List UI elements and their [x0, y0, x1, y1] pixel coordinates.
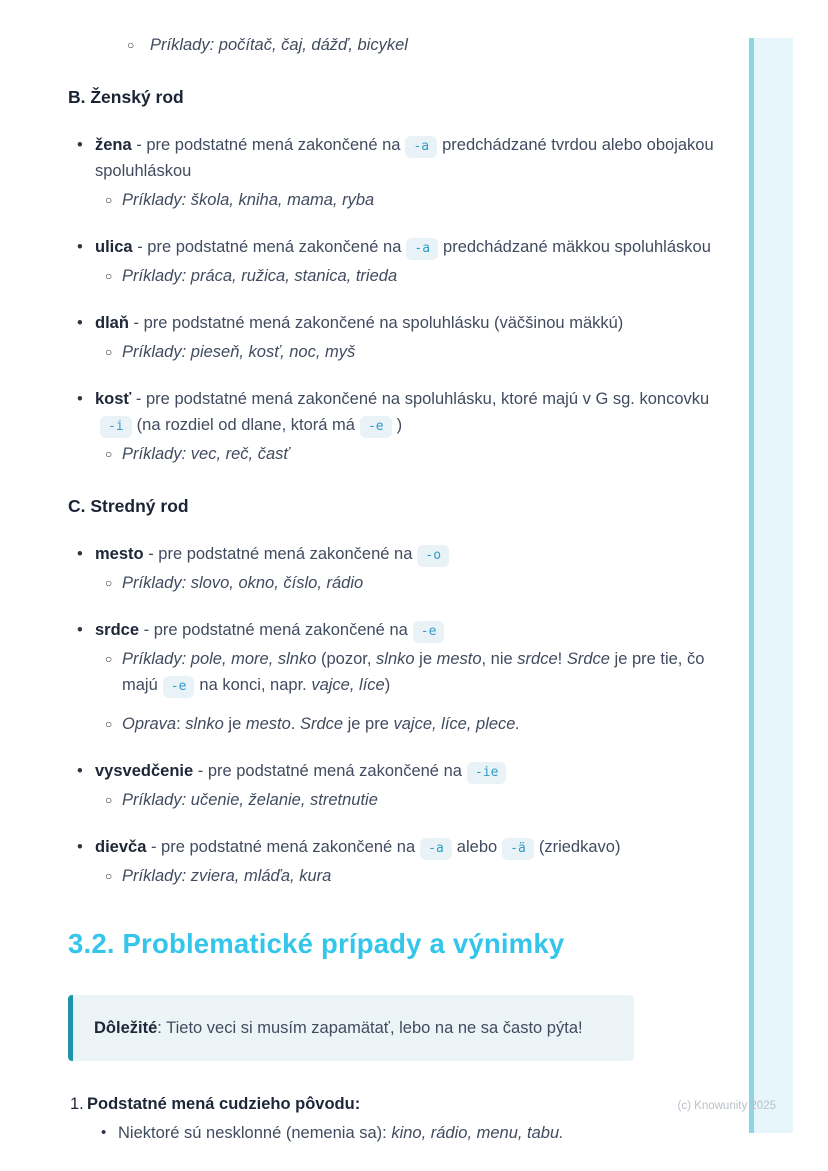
list-item-text [95, 310, 732, 336]
sub-bullet-icon: ○ [105, 652, 113, 666]
copyright-label: (c) Knowunity 2025 [677, 1100, 776, 1112]
text-segment: na konci, napr. [199, 676, 312, 694]
text-segment: - pre podstatné mená zakončené na [139, 621, 408, 639]
text-segment: žena [95, 136, 132, 154]
sub-bullet-icon: ○ [105, 193, 113, 207]
list-item-text [95, 541, 732, 567]
text-segment: kosť [95, 390, 132, 408]
ending-badge: -i [100, 416, 132, 438]
list-item-text [95, 758, 732, 784]
sub-bullet-icon: ○ [127, 38, 135, 52]
text-segment: - pre podstatné mená zakončené na [143, 545, 413, 563]
text-segment: ulica [95, 238, 133, 256]
bullet-icon: • [77, 390, 83, 408]
list-item-main-line [68, 834, 732, 860]
text-segment: Príklady: pieseň, kosť, noc, myš [122, 343, 356, 361]
ending-badge: -ä [502, 838, 534, 860]
text-segment: - pre podstatné mená zakončené na [193, 762, 462, 780]
text-segment: Príklady: učenie, želanie, stretnutie [122, 791, 378, 809]
section-heading: B. Ženský rod [68, 87, 184, 107]
example-text [122, 711, 732, 737]
text-segment: predchádzané mäkkou spoluhláskou [443, 238, 711, 256]
example-line [68, 1120, 732, 1146]
text-segment: je pre tie, čo majú [122, 650, 705, 694]
list-item-text [95, 234, 732, 260]
text-segment: - pre podstatné mená zakončené na spoluhlásku (väčšinou mäkkú) [128, 314, 624, 332]
bullet-icon: • [77, 238, 83, 256]
example-text [122, 787, 732, 813]
text-segment: - pre podstatné mená zakončené na [146, 838, 416, 856]
text-segment: Príklady: počítač, čaj, dážď, bicykel [150, 36, 408, 54]
section-heading: C. Stredný rod [68, 496, 189, 516]
list-item [68, 834, 732, 889]
text-segment: srdce [95, 621, 140, 639]
text-segment: ) [384, 676, 391, 694]
ending-badge: -e [163, 676, 195, 698]
list-item [68, 234, 732, 289]
sub-bullet-icon: ○ [105, 793, 113, 807]
example-line [68, 863, 732, 889]
example-text [122, 187, 732, 213]
example-text [122, 263, 732, 289]
bullet-icon: • [77, 838, 83, 856]
list-item-main-line [68, 386, 732, 438]
sub-bullet-icon: ○ [105, 576, 113, 590]
text-segment: mesto [245, 715, 291, 733]
text-segment: Srdce [566, 650, 610, 668]
list-item-main-line [68, 132, 732, 184]
numbered-item [68, 1092, 732, 1146]
ending-badge: -ie [467, 762, 506, 784]
sub-bullet-icon: ○ [105, 269, 113, 283]
text-segment: slnko [185, 715, 224, 733]
numbered-item-title-line [68, 1092, 732, 1117]
text-segment: (pozor, [321, 650, 377, 668]
text-segment: je [223, 715, 246, 733]
text-segment: . [290, 715, 300, 733]
example-text [118, 1120, 732, 1146]
text-segment: Niektoré sú nesklonné (nemenia sa): [118, 1124, 392, 1142]
text-segment: dlaň [95, 314, 129, 332]
bullet-icon: • [77, 762, 83, 780]
example-line [68, 441, 732, 467]
list-item [68, 310, 732, 365]
important-callout [68, 995, 634, 1061]
text-segment: : Tieto veci si musím zapamätať, lebo na ne sa často pýta! [157, 1019, 583, 1037]
text-segment: Príklady: vec, reč, časť [122, 445, 290, 463]
document-content [68, 26, 732, 1150]
text-segment: mesto [436, 650, 482, 668]
bullet-icon: • [77, 314, 83, 332]
ending-badge: -e [360, 416, 392, 438]
list-item-main-line [68, 617, 732, 643]
right-scroll-strip[interactable] [749, 38, 793, 1133]
text-segment: Príklady: slovo, okno, číslo, rádio [122, 574, 364, 592]
sub-bullet-icon: • [101, 1124, 107, 1141]
list-item-text [95, 834, 732, 860]
text-segment: Srdce [299, 715, 344, 733]
text-segment: : [176, 715, 186, 733]
example-line [68, 187, 732, 213]
example-text [122, 646, 732, 698]
text-segment: vajce, líce, plece. [393, 715, 521, 733]
text-segment: predchádzané tvrdou alebo obojakou spoluhláskou [95, 136, 714, 180]
example-line [68, 646, 732, 698]
text-segment: kino, rádio, menu, tabu. [391, 1124, 564, 1142]
ending-badge: -a [405, 136, 437, 158]
text-segment: - pre podstatné mená zakončené na spoluhlásku, ktoré majú v G sg. koncovku [131, 390, 710, 408]
text-segment: Príklady: zviera, mláďa, kura [122, 867, 332, 885]
list-item [68, 386, 732, 467]
text-segment: Oprava [122, 715, 177, 733]
list-item [68, 132, 732, 213]
example-line [68, 339, 732, 365]
list-item-main-line [68, 234, 732, 260]
ending-badge: -o [417, 545, 449, 567]
list-item [68, 758, 732, 813]
list-number: 1. [70, 1095, 84, 1113]
list-item [68, 617, 732, 737]
text-segment: - pre podstatné mená zakončené na [131, 136, 401, 154]
orphan-example-item [68, 32, 732, 58]
ending-badge: -a [420, 838, 452, 860]
sub-bullet-icon: ○ [105, 345, 113, 359]
text-segment: mesto [95, 545, 144, 563]
bullet-icon: • [77, 545, 83, 563]
text-segment: (zriedkavo) [538, 838, 621, 856]
text-segment: srdce [517, 650, 558, 668]
text-segment: alebo [456, 838, 498, 856]
text-segment: Príklady: škola, kniha, mama, ryba [122, 191, 375, 209]
text-segment: slnko [376, 650, 415, 668]
text-segment: Príklady: pole, more, slnko [122, 650, 321, 668]
ending-badge: -e [413, 621, 445, 643]
sub-bullet-icon: ○ [105, 717, 113, 731]
ending-badge: -a [406, 238, 438, 260]
text-segment: (na rozdiel od dlane, ktorá má [136, 416, 355, 434]
text-segment: Dôležité [94, 1019, 158, 1037]
list-item-text [95, 132, 732, 184]
bullet-icon: • [77, 136, 83, 154]
example-text [122, 441, 732, 467]
text-segment: ) [396, 416, 403, 434]
example-line [68, 32, 732, 58]
sub-bullet-icon: ○ [105, 447, 113, 461]
example-line [68, 263, 732, 289]
text-segment: ! [557, 650, 567, 668]
list-item-main-line [68, 310, 732, 336]
text-segment: , nie [481, 650, 518, 668]
example-line [68, 570, 732, 596]
sub-bullet-icon: ○ [105, 869, 113, 883]
example-text [150, 32, 732, 58]
example-line [68, 711, 732, 737]
list-item-text [95, 386, 732, 438]
example-text [122, 863, 732, 889]
text-segment: je [414, 650, 437, 668]
list-item-main-line [68, 758, 732, 784]
text-segment: je pre [343, 715, 394, 733]
example-line [68, 787, 732, 813]
list-item-main-line [68, 541, 732, 567]
text-segment: vajce, líce [311, 676, 385, 694]
text-segment: - pre podstatné mená zakončené na [132, 238, 402, 256]
text-segment: vysvedčenie [95, 762, 194, 780]
list-item-text [95, 617, 732, 643]
example-text [122, 570, 732, 596]
example-text [122, 339, 732, 365]
bullet-icon: • [77, 621, 83, 639]
text-segment: Príklady: práca, ružica, stanica, trieda [122, 267, 398, 285]
list-item [68, 541, 732, 596]
numbered-item-title: Podstatné mená cudzieho pôvodu: [87, 1095, 361, 1113]
chapter-heading: 3.2. Problematické prípady a výnimky [68, 928, 565, 959]
text-segment: dievča [95, 838, 147, 856]
